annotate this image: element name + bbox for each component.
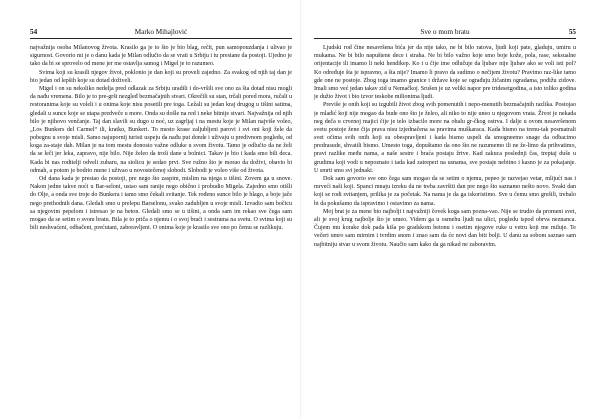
page-number: 55 xyxy=(568,28,576,36)
right-page-body xyxy=(314,44,576,249)
paragraph: Svima koji su krasili njegov život, poklonio je dan koji su proveli zajedno. Za svakog od njih taj dan je bio jedan od lepših koje su dotad doživeli. xyxy=(30,69,292,84)
left-page xyxy=(30,0,292,419)
right-page-header xyxy=(314,26,576,39)
paragraph: Od dana kada je prestao da postoji, pre nego što zaspim, mislim na njega u tišini. Zovem ga u snove. Nakon jedne takve noći u Bar-seloni, ustao sam ranije nego obično i probudio Migela. Zajedno smo otišli do Olje, a onda sve troje do Bunkera i tamo smo čekali svitanje. Tek rođeno sunce bilo je blago, a boje jače nego prethodnih dana. Gledali smo u prelepu Barselonu, svako zadubljen u svoje misli. Izvadio sam bočicu sa njegovim pepelom i istresao je na beton. Gledali smo se u tišini, a onda sam im rekao sve čega sam mogao da se setim o svom bratu. Bila je to priča o njemu i o svoj braći i sestrama na svetu. O svima koji su bili neshvaćeni, odbačeni, prećutani, zaboravljeni. O onima koje je krasilo sve ono po čemu se razlikuju. xyxy=(30,176,292,232)
right-page xyxy=(314,0,576,419)
paragraph: najvažnija osoba Milanovog života. Krasilo ga je to što je bio blag, rečit, pun samopouzdanja i ulivao je sigurnost. Govorio mi je o danu kada je Milan odlučio da se vrati u Srbiju i tu prestane da postoji. Ujedno je tako da bi se sprovelo od mene jer me ostavlja samog i Migel je to razumeo. xyxy=(30,45,292,68)
page-number: 54 xyxy=(30,28,38,36)
paragraph: Dok sam govorio sve ono čega sam mogao da se setim o njemu, pepeo je razvejao vetar, mlijući nas i mrveći naši koji. Spanci mnaju izreku da ne treba završiti dan pre nego što saznamo nešto novo. Svaki dan koji se rodi svitanjem, prilika je za početak. Na nama je da ga iskoristimo. Sve u čemu smo grešili, trebalo bi da pokušamo da ispravimo i ostavimo za nama. xyxy=(314,176,576,207)
paragraph: Migel i on su nekoliko nedelja pred odlazak za Srbiju uradili i do-vršili sve ono za šta dotad nisu mogli da nađu vremena. Bilo je to pre-gršt nezgleđ bezmačajnih stvari. Okrečili su stan, trčali pored mora, ručali u restoranima koje su voleli i u onima koje nisu posetili pre toga. Ležali su jedan kraj drugog u tišini satima, gledali u sunce koje se utapa predveče u more. Onda su došle na red i neke bitnije stvari. Najvažnija od njih bilo je njihovo venčanje. Taj dan slavili su dugo u noć, uz zagrljaj i na mestu koje je Milan najviše voleo, „Los Bunkers del Carmel“ ili, kratko, Bunkeri. To mesto krase zaljubljeni parovi i svi oni koji žele da pobegnu u svoje misli. Samo najupornij turisti uspeju da nađu put donde i uživaju u predivnom pogledu, od koga za-staje dah. Milan je na tom mestu donosio važne odluke u svom životu. Tamo je odlučio da ne želi da se leči jer leka, zapravo, nije bilo. Nije želeo da troši dane u bolnici. Takav je bio i kada smo bili deca. Kada bi nas roditelji odveli zubaru, na stolicu je sedao prvi. Sve ružno što je morao da doživi, obavio bi odmah, a potom je bodrio mene i uživao u novostečenoj slobodi. Slobodi je voleo više od života. xyxy=(30,85,292,174)
paragraph: Moj brat je za mene bio najbolji i najvažniji čovek koga sam pozna-vao. Nije se trudio da promeni svet, ali je svoj krug najbolje što je umeo. Videm ga u osmehu ljudi na ulici, pogledu ispod obrva neznanca. Čujem mu korake dok pada kiša po gradskom betonu i osetim njegove ruke u vetru koji me miluje. Te večeri umro sam mirnim i tvrdim snom i znao sam da će novi dan biti bolji. U danu za sobom saznao sam najbitniju stvar u svom životu. Naučio sam kako da ga nikad ne zaboravim. xyxy=(314,208,576,248)
gutter-divider xyxy=(300,0,301,419)
paragraph: Ljudski rod čine nesavršena bića jer da nije tako, ne bi bilo ratova, ljudi koji pate, gladuju, umiru u mukama. Ne bi bilo napuštene dece i straha. Ne bi bilo važno koje smo boje kože, pola, rase, seksualne orijentacije ili imamo li neki hendikep. Ko i u čije ime odlučuje da ljubav nije ljubav ako se voli isti pol? Ko određuje šta je ispravno, a šta nije? Imamo li pravo da sudimo o nečijem životu? Pravimo raz-like tamo gde one ne postoje. Zbog toga imamo granice i države koje se ograđuju žičanim ogradama, podižu zidove. Imali smo već jedan takav zid u Nemačkoj. Srušen je uz veliki napor pre tridesetgodina, a isto toliko godina je dužio život i bio izvor teskobe milionima ljudi. xyxy=(314,45,576,101)
left-page-header xyxy=(30,26,292,39)
left-page-body xyxy=(30,44,292,232)
running-head: Sve o mom bratu xyxy=(420,28,470,36)
running-head: Marko Mihajlović xyxy=(134,28,188,36)
paragraph: Previše je onih koji su izgubili život zbog svih pomenutih i nepo-menutih bezmačajnih razlika. Postojao je mladić koji nije mogao da bude ono što je želeo, ali niko to nije uneo u njegovom vrata. Život je nekada neg deča u crvenoj majici čije je telo izbacilo more na obalu gr-čkog ostrva. I dalje u ovom nesavršenom svetu postoje žene čija prava nisu izjednačena sa pravima muškaraca. Kada bismo na trenu-tak posmatrali svet očima svih onih koji su obespravljeni i kada bismo uspeli da smogneemo snage da odbacimo predrasude, shvatili bismo. Umesto toga, dopuštamo da ono što ne razumemo ili ne že-limo da prihvatimo, pravi razlike među nama, a naše sestre i braća postaju žrtve. Kad zakuca poslednji čas, treptaj duše u grudima koji vodi u nepoznato i tada kad zatreperi na usnama, sve postaje nebitno i kasno je za pokajanje. U smrti smo svi jednaki. xyxy=(314,102,576,174)
